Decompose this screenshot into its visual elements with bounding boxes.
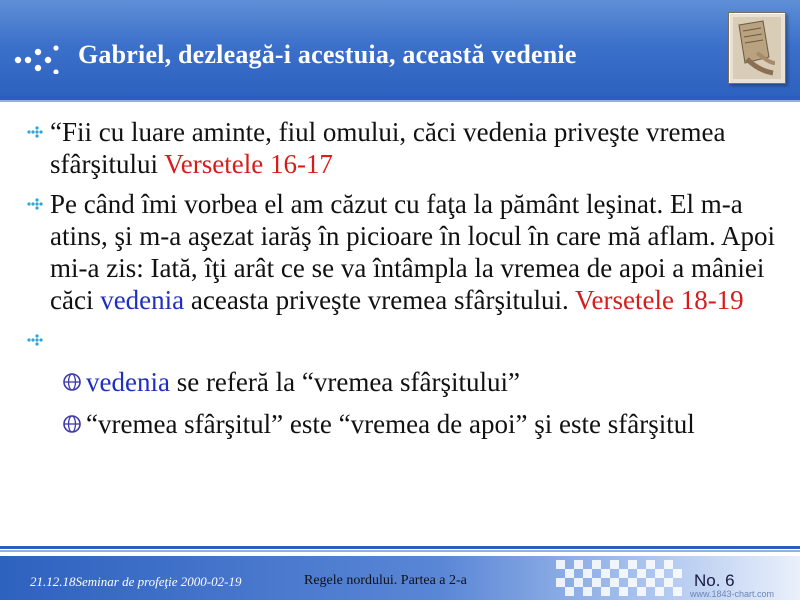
slide-title: Gabriel, dezleagă-i acestuia, această vedenie xyxy=(78,40,577,69)
bullet-text: Pe când îmi vorbea el am căzut cu faţa la pământ leşinat. El m-a atins, şi m-a aşezat iarăş în picioare în locul în care mă aflam. Apoi mi-a zis: Iată, îţi arât ce se va întâmpla la vremea de apoi a mâniei căci xyxy=(50,189,775,315)
highlight-word: vedenia xyxy=(100,285,185,315)
slide-number: No. 6 xyxy=(694,571,735,590)
sub-bullet-text: “vremea sfârşitul” este “vremea de apoi” şi este sfârşitul xyxy=(86,409,695,439)
sub-bullet-item xyxy=(26,408,786,440)
header-bar xyxy=(0,0,800,96)
globe-bullet-icon xyxy=(62,372,82,392)
bullet-item xyxy=(26,116,786,180)
dotted-arrow-bullet-icon xyxy=(26,196,46,212)
bullet-item xyxy=(26,188,786,316)
slide-content xyxy=(26,116,786,440)
dotted-arrow-bullet-icon xyxy=(26,124,46,140)
verse-reference: Versetele 18-19 xyxy=(575,285,744,315)
checker-pattern-decoration xyxy=(556,560,686,596)
sub-bullet-item xyxy=(26,366,786,398)
dotted-arrow-bullet-icon xyxy=(26,332,46,348)
bullet-text: “Fii cu luare aminte, fiul omului, căci vedenia priveşte vremea sfârşitului xyxy=(50,117,726,179)
watermark: www.1843-chart.com xyxy=(690,589,775,599)
verse-reference: Versetele 16-17 xyxy=(164,149,333,179)
globe-bullet-icon xyxy=(62,414,82,434)
bullet-text: aceasta priveşte vremea sfârşitului. xyxy=(184,285,575,315)
footer-date-seminar: 21.12.18Seminar de profeţie 2000-02-19 xyxy=(30,574,242,589)
footer-bar xyxy=(0,556,800,600)
empty-bullet-item xyxy=(26,324,786,356)
highlight-word: vedenia xyxy=(86,367,170,397)
sub-bullet-text: se referă la “vremea sfârşitului” xyxy=(169,367,521,397)
dots-arrow-icon xyxy=(12,44,70,74)
footer-divider-light xyxy=(0,550,800,552)
footer-presentation-title: Regele nordului. Partea a 2-a xyxy=(304,573,467,588)
header-divider-light xyxy=(0,100,800,102)
bible-image-icon xyxy=(728,12,786,84)
footer-divider xyxy=(0,546,800,549)
